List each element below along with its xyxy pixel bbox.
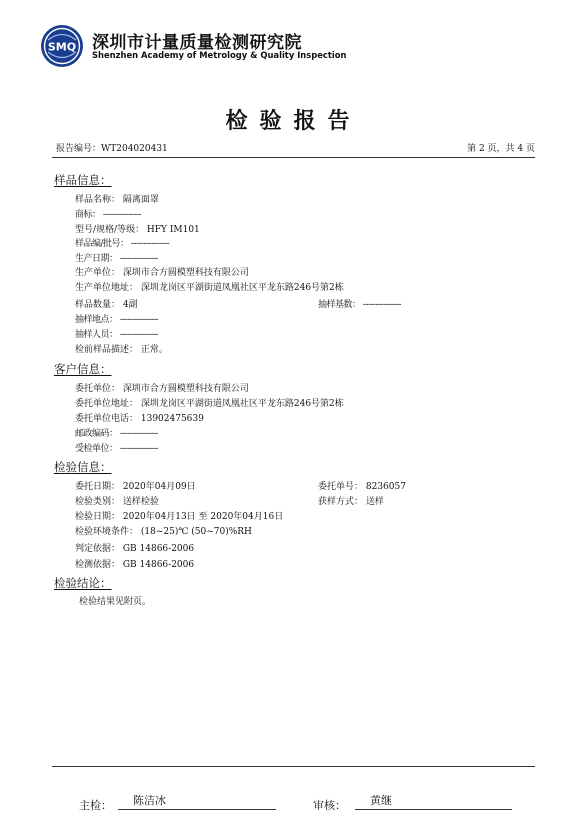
- section-heading-inspection: 检验信息：: [54, 460, 112, 474]
- inspector-label: 主检：: [79, 799, 112, 812]
- section-heading-sample: 样品信息：: [54, 173, 112, 187]
- model-spec: 型号/规格/等级： HFY IM101: [75, 225, 200, 235]
- reviewer-label: 审核：: [313, 799, 346, 812]
- inspector-signature-line: [118, 809, 276, 810]
- logo-text: SMQ: [47, 40, 77, 54]
- test-basis: 检测依据： GB 14866-2006: [75, 560, 195, 570]
- client-phone: 委托单位电话： 13902475639: [75, 414, 204, 424]
- header-divider: [52, 157, 535, 158]
- trademark: 商标： ---------------: [75, 210, 141, 220]
- report-title: 检验报告: [225, 108, 362, 134]
- sampler: 抽样人员： ---------------: [75, 330, 158, 340]
- commission-number: 委托单号： 8236057: [318, 482, 406, 492]
- inspected-unit: 受检单位： ---------------: [75, 444, 158, 454]
- sample-quantity: 样品数量： 4副: [75, 300, 138, 310]
- report-number: 报告编号：WT204020431: [56, 144, 168, 154]
- sampling-place: 抽样地点： ---------------: [75, 315, 158, 325]
- reviewer-signature-line: [355, 809, 512, 810]
- page-info: 第 2 页，共 4 页: [467, 144, 535, 154]
- judgement-basis: 判定依据： GB 14866-2006: [75, 544, 195, 554]
- environment-conditions: 检验环境条件： (18~25)℃ (50~70)%RH: [75, 527, 252, 537]
- commission-date: 委托日期： 2020年04月09日: [75, 482, 196, 492]
- inspection-date: 检验日期： 2020年04月13日 至 2020年04月16日: [75, 512, 284, 522]
- inspection-type: 检验类别： 送样检验: [75, 497, 159, 507]
- section-heading-conclusion: 检验结论：: [54, 576, 112, 590]
- producer-address: 生产单位地址： 深圳龙岗区平湖街道凤凰社区平龙东路246号第2栋: [75, 283, 344, 293]
- postal-code: 邮政编码： ---------------: [75, 429, 158, 439]
- production-date: 生产日期： ---------------: [75, 254, 158, 264]
- sample-condition: 检前样品描述： 正常。: [75, 345, 168, 355]
- reviewer-signature: 黄继: [370, 794, 392, 807]
- client-address: 委托单位地址： 深圳龙岗区平湖街道凤凰社区平龙东路246号第2栋: [75, 399, 344, 409]
- sample-batch: 样品编/批号： ---------------: [75, 239, 170, 249]
- section-heading-client: 客户信息：: [54, 362, 112, 376]
- conclusion-text: 检验结果见附页。: [79, 597, 152, 607]
- sample-name: 样品名称： 隔离面罩: [75, 195, 159, 205]
- sample-method: 获样方式： 送样: [318, 497, 384, 507]
- sampling-base: 抽样基数： ---------------: [318, 300, 401, 310]
- organization-name-cn: 深圳市计量质量检测研究院: [92, 33, 302, 53]
- client-unit: 委托单位： 深圳市合方圆模塑科技有限公司: [75, 384, 249, 394]
- academy-logo-icon: [40, 24, 84, 68]
- footer-divider: [52, 766, 535, 767]
- producer: 生产单位： 深圳市合方圆模塑科技有限公司: [75, 268, 249, 278]
- inspector-signature: 陈洁冰: [133, 794, 166, 807]
- organization-name-en: Shenzhen Academy of Metrology & Quality Inspection: [92, 50, 347, 60]
